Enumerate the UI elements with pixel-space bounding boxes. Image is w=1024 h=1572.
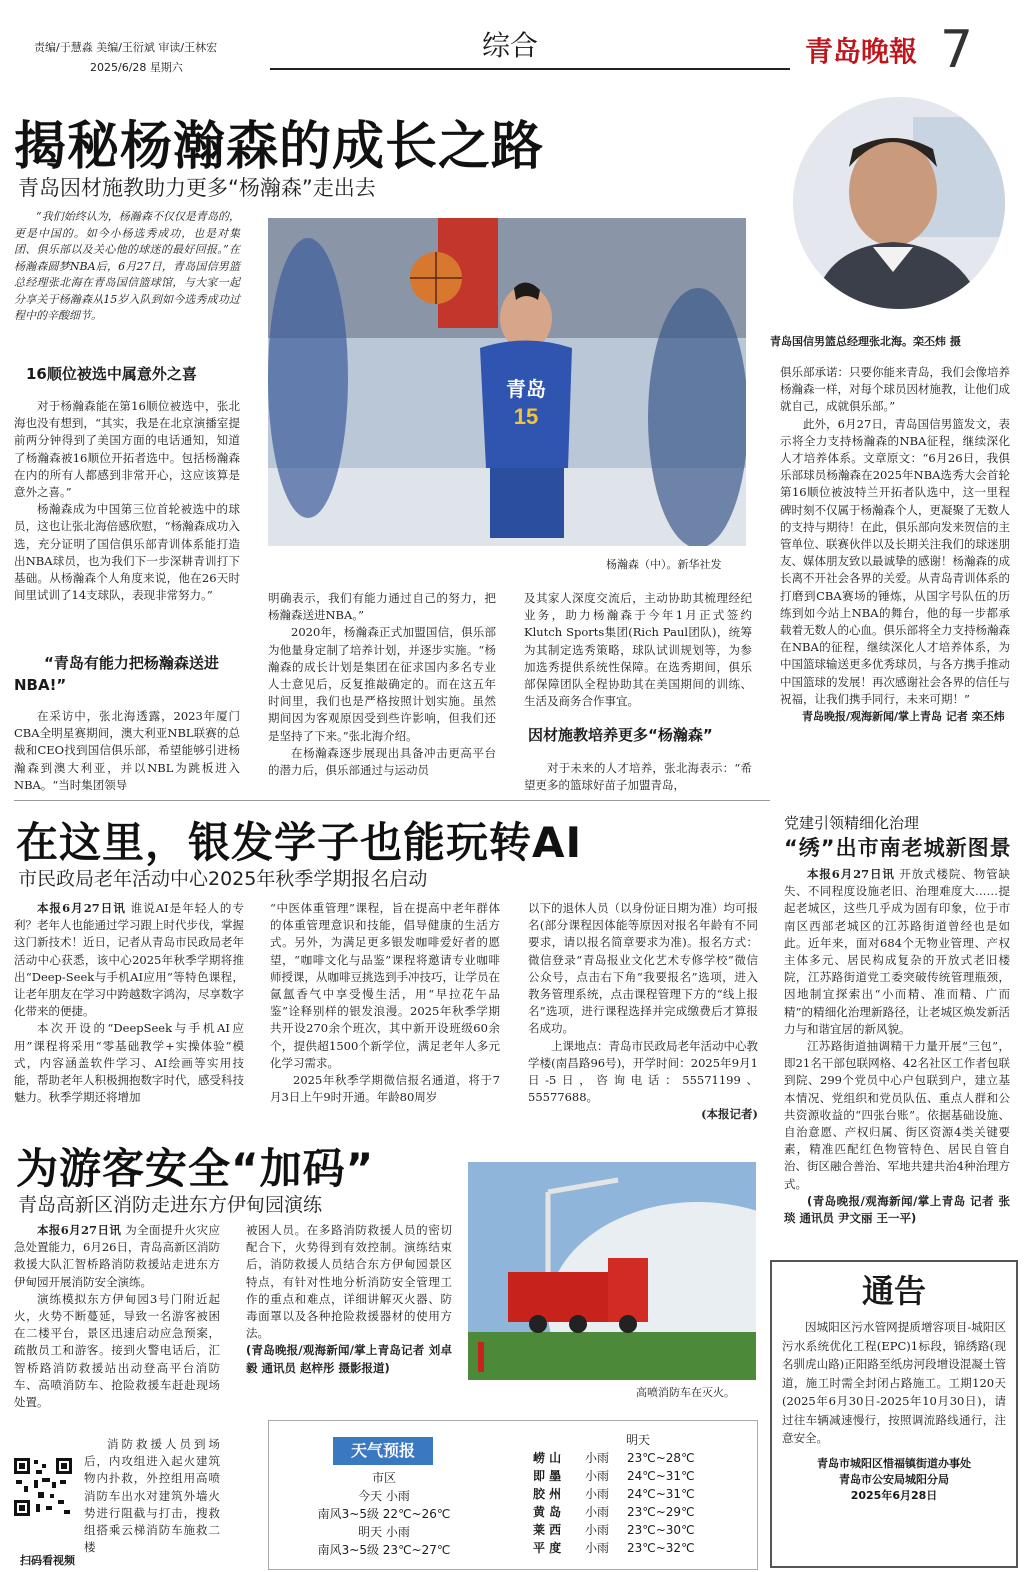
story2-col3: [528, 900, 758, 1124]
paragraph: 俱乐部承诺：只要你能来青岛，我们会像培养杨瀚森一样，对每个球员因材施教，让他们成就自己，成就俱乐部。”: [780, 365, 1010, 414]
paragraph: 在杨瀚森逐步展现出具备冲击更高平台的潜力后，俱乐部通过与运动员: [268, 745, 496, 778]
notice-box: [770, 1260, 1018, 1568]
paragraph: 2025年秋季学期微信报名通道，将于7月3日上午9时开通。年龄80周岁: [270, 1073, 500, 1105]
paragraph: 及其家人深度交流后，主动协助其梳理经纪业务，助力杨瀚森于今年1月正式签约Klutch Sports集团(Rich Paul团队)，统筹为其制定选秀策略，球队试训规划等，为参加选秀提供系统性保障。在选秀期间，俱乐部保障团队全程协助其在美国期间的训练、生活及商务合作事宜。: [524, 591, 752, 709]
story1-intro: [14, 209, 240, 325]
district-row: [533, 1539, 743, 1557]
firetruck-illustration: [468, 1162, 756, 1380]
portrait-caption: 青岛国信男篮总经理张北海。栾丕炜 摄: [770, 335, 961, 348]
region-label: 市区: [371, 1471, 396, 1485]
weather-box: [268, 1420, 758, 1570]
paragraph: 此外，6月27日，青岛国信男篮发文，表示将全力支持杨瀚森的NBA征程，继续深化人才培养体系。文章原文：“6月26日，我俱乐部球员杨瀚森在2025年NBA选秀大会首轮第16顺位被波特兰开拓者队选中，这一里程碑时刻不仅属于杨瀚森个人，更凝聚了无数人的支持与期待！在此，俱乐部向发来贺信的主管单位、联赛伙伴以及长期关注我们的球迷朋友、媒体朋友致以最诚挚的感谢！杨瀚森的成长离不开社会各界的关爱。从青岛青训体系的打磨到CBA赛场的锤炼，从国字号队伍的历练到如今站上NBA的舞台，他的每一步都承载着无数人的心血。俱乐部将全力支持杨瀚森在NBA的征程，继续深化人才培养体系，为中国篮球输送更多优秀球员，与各方携手推动中国篮球的发展！再次感谢社会各界的信任与祝福，让我们携手同行，未来可期！”: [780, 416, 1010, 706]
district-cond: 小雨: [585, 1487, 610, 1501]
story3-byline: (青岛晚报/观海新闻/掌上青岛 记者 张琰 通讯员 尹文丽 王一平): [784, 1193, 1010, 1226]
district-forecast: [533, 1431, 743, 1557]
story4-subtitle: 青岛高新区消防走进东方伊甸园演练: [18, 1194, 323, 1216]
district-row: [533, 1503, 743, 1521]
story3-kicker: 党建引领精细化治理: [784, 814, 920, 832]
paragraph: 杨瀚森成为中国第三位首轮被选中的球员，这也让张北海倍感欣慰，“杨瀚森成功入选，充分证明了国信俱乐部青训体系能打造出NBA球员，也为我们下一步深耕青训打下基础。从杨瀚森个人角度来说，他在26天时间里试训了14支球队，表现非常努力。”: [14, 502, 240, 603]
paragraph-text: 为全面提升火灾应急处置能力，6月26日，青岛高新区消防救援大队汇智桥路消防救援站走进东方伊甸园开展消防安全演练。: [14, 1223, 221, 1289]
issuer-1: 青岛市城阳区惜福镇街道办事处: [817, 1456, 971, 1470]
paragraph: 本次开设的“DeepSeek与手机AI应用”课程将采用“零基础教学+实操体验”模式，内容涵盖软件学习、AI绘画等实用技能，帮助老年人积极拥抱数字时代，感受科技魅力。秋季学期还将增加: [14, 1021, 244, 1105]
firetruck-photo: [468, 1162, 756, 1380]
qr-code[interactable]: [12, 1456, 74, 1518]
weather-title: 天气预报: [333, 1437, 433, 1465]
story2-col1: [14, 900, 244, 1106]
firetruck-caption: 高喷消防车在灭火。: [636, 1386, 735, 1399]
dateline: 本报6月27日讯: [37, 1223, 122, 1237]
district-temp: 23℃~29℃: [627, 1505, 695, 1519]
paragraph: 对于杨瀚森能在第16顺位被选中，张北海也没有想到，“其实，我是在北京演播室提前两分钟得到了美国方面的电话通知，知道了杨瀚森被16顺位开拓者选中。包括杨瀚森在内的所有人都感到非常开心，这应该算是意外之喜。”: [14, 399, 240, 500]
story4-col1: [14, 1222, 220, 1411]
story2-headline: 在这里，银发学子也能玩转AI: [16, 818, 583, 867]
header-rule: [270, 68, 790, 70]
story1-subtitle: 青岛因材施教助力更多“杨瀚森”走出去: [18, 176, 376, 200]
story2-col2: [270, 900, 500, 1106]
district-name: 即 墨: [533, 1469, 562, 1483]
reporter-tag: (本报记者): [701, 1107, 758, 1122]
district-cond: 小雨: [585, 1523, 610, 1537]
story1-subhead-1: 16顺位被选中属意外之喜: [26, 365, 197, 383]
story1-col1b: [14, 708, 240, 794]
district-temp: 24℃~31℃: [627, 1487, 695, 1501]
district-name: 莱 西: [533, 1523, 562, 1537]
notice-body: [772, 1312, 1016, 1448]
district-cond: 小雨: [585, 1451, 610, 1465]
district-row: [533, 1485, 743, 1503]
masthead-credits: [34, 38, 217, 78]
story1-col1: [14, 398, 240, 604]
dateline: 本报6月27日讯: [37, 901, 126, 915]
paragraph: 上课地点：青岛市民政局老年活动中心教学楼(南昌路96号)，开学时间：2025年9月1日-5日，咨询电话：55571199、55577688。: [528, 1038, 758, 1105]
intro-paragraph: “我们始终认为，杨瀚森不仅仅是青岛的，更是中国的。如今小杨选秀成功，也是对集团、俱乐部以及关心他的球迷的最好回报。”在杨瀚森圆梦NBA后，6月27日，青岛国信男篮总经理张北海在青岛国信篮球馆，与大家一起分享关于杨瀚森从15岁入队到如今选秀成功过程中的辛酸细节。: [14, 210, 240, 322]
tomorrow-label: 明天 小雨: [358, 1525, 410, 1539]
story1-col2: [268, 590, 496, 779]
divider: [14, 800, 770, 801]
paragraph: 被困人员。在多路消防救援人员的密切配合下，火势得到有效控制。演练结束后，消防救援人员结合东方伊甸园景区特点，有针对性地分析消防安全管理工作的重点和难点，详细讲解灭火器、防毒面罩以及各种抢险救援器材的使用方法。: [246, 1223, 452, 1341]
page-number: 7: [940, 20, 974, 80]
story4-byline: (青岛晚报/观海新闻/掌上青岛记者 刘卓毅 通讯员 赵梓彤 摄影报道): [246, 1343, 452, 1375]
paragraph: 明确表示，我们有能力通过自己的努力，把杨瀚森送进NBA。”: [268, 591, 496, 623]
newspaper-logo: 青岛晚報: [805, 35, 918, 68]
story1-subhead-2: “青岛有能力把杨瀚森送进NBA!”: [14, 654, 219, 694]
district-temp: 23℃~30℃: [627, 1523, 695, 1537]
today-label: 今天 小雨: [358, 1489, 410, 1503]
story4-headline: 为游客安全“加码”: [16, 1144, 375, 1193]
paragraph: 江苏路街道抽调精干力量开展“三包”，即21名干部包联网格、42名社区工作者包联到院、299个党员中心户包联到户，建立基本情况、党组织和党员队伍、重点人群和公共资源收益的“四张台账”。依据基础设施、自治意愿、产权归属、街区资源4类关键要素，精准匹配红色物管特色、居民自管自治、街区融合善治、军地共建共治4种治理方式。: [784, 1039, 1010, 1191]
basketball-illustration: [268, 218, 746, 546]
district-temp: 24℃~31℃: [627, 1469, 695, 1483]
basketball-photo: [268, 218, 746, 546]
district-name: 胶 州: [533, 1487, 562, 1501]
notice-issuers: [772, 1456, 1016, 1504]
story1-col4: [780, 364, 1010, 725]
issue-date: 2025/6/28 星期六: [90, 61, 183, 74]
paragraph: 对于未来的人才培养，张北海表示：“希望更多的篮球好苗子加盟青岛，: [524, 761, 752, 793]
story1-headline: 揭秘杨瀚森的成长之路: [14, 117, 545, 177]
issuer-2: 青岛市公安局城阳分局: [839, 1472, 949, 1486]
paragraph: 以下的退休人员（以身份证日期为准）均可报名(部分课程因体能等原因对报名年龄有不同要求，请以报名简章要求为准)。报名方式：微信登录“青岛报业文化艺术专修学校”微信公众号，点击右下角“我要报名”选项，进入教务管理系统，点击课程管理下方的“线上报名”选项，进行课程选择并完成缴费后才算报名成功。: [528, 901, 758, 1036]
editors-line: 责编/于慧淼 美编/王衍斌 审读/王林宏: [34, 41, 218, 54]
paragraph: 2020年，杨瀚森正式加盟国信，俱乐部为他量身定制了培养计划，并逐步实施。“杨瀚森的成长计划是集团在征求国内多名专业人士意见后，反复推敲确定的。而在这五年时间里，我们也是严格按照计划实施。虽然期间因为客观原因受到些许影响，但我们还是坚持了下来。”张北海介绍。: [268, 625, 496, 743]
jersey-number: 15: [513, 404, 539, 429]
paragraph: “中医体重管理”课程，旨在提高中老年群体的体重管理意识和技能，倡导健康的生活方式。另外，为满足更多银发咖啡爱好者的愿望，“咖啡文化与品鉴”课程将邀请专业咖啡师授课，从咖啡豆挑选到手冲技巧，让学员在氤氲香气中享受慢生活，用“早拉花午品鉴”诠释别样的银发浪漫。2025年秋季学期共开设270余个班次，其中新开设班级60余个，提供超1500个新学位，满足老年人多元化学习需求。: [270, 901, 500, 1070]
district-name: 黄 岛: [533, 1505, 562, 1519]
notice-title: 通告: [861, 1272, 926, 1310]
portrait-photo: [793, 97, 1005, 309]
district-temp: 23℃~28℃: [627, 1451, 695, 1465]
today-detail: 南风3~5级 22℃~26℃: [317, 1507, 451, 1521]
district-cond: 小雨: [585, 1541, 610, 1555]
story1-col3: [524, 590, 752, 710]
paragraph: [14, 1222, 220, 1291]
district-row: [533, 1467, 743, 1485]
portrait-illustration: [793, 97, 1005, 309]
paragraph: 在采访中，张北海透露，2023年厦门CBA全明星赛期间，澳大利亚NBL联赛的总裁和CEO找到国信俱乐部，希望能够引进杨瀚森到澳大利亚，并以NBL为跳板进入NBA。“当时集团领导: [14, 709, 240, 792]
city-forecast: [269, 1469, 499, 1559]
district-header: 明天: [625, 1433, 650, 1447]
section-title: 综合: [481, 29, 538, 62]
district-temp: 23℃~32℃: [627, 1541, 695, 1555]
paragraph-text: 开放式楼院、物管缺失、不同程度设施老旧、治理难度大……提起老城区，这些几乎成为固有印象，位于市南区西部老城区的江苏路街道曾经也是如此。近年来，面对684个无物业管理、产权主体多元、居民构成复杂的开放式老旧楼院，江苏路街道党工委突破传统管理瓶颈，因地制宜探索出“小而精、准而精、广而精”的精细化治理新路径，让老城区焕发新活力与和谐宜居的新风貌。: [784, 867, 1011, 1036]
tomorrow-detail: 南风3~5级 23℃~27℃: [317, 1543, 451, 1557]
paragraph-text: 谁说AI是年轻人的专利？老年人也能通过学习跟上时代步伐，掌握这门新技术！近日，记者从青岛市民政局老年活动中心获悉，该中心2025年秋季学期将推出“Deep-Seek与手机AI应用”等特色课程，让老年朋友在学习中跨越数字鸿沟，尽享数字化带来的便捷。: [14, 901, 244, 1019]
story3-headline: “绣”出市南老城新图景: [784, 836, 1012, 860]
story1-col3b: [524, 760, 752, 794]
story4-col2: [246, 1222, 452, 1377]
qr-caption: 扫码看视频: [20, 1554, 75, 1567]
district-list: [533, 1449, 743, 1557]
story1-subhead-3: 因材施教培养更多“杨瀚森”: [528, 726, 713, 744]
story4-col1b: [84, 1436, 220, 1556]
district-cond: 小雨: [585, 1505, 610, 1519]
district-name: 平 度: [533, 1541, 562, 1555]
district-name: 崂 山: [533, 1451, 562, 1465]
district-row: [533, 1521, 743, 1539]
paragraph: 演练模拟东方伊甸园3号门附近起火，火势不断蔓延，导致一名游客被困在二楼平台，景区迅速启动应急预案，疏散员工和游客。接到火警电话后，汇智桥路消防救援站出动登高平台消防车、高喷消防车、抢险救援车赶赴现场处置。: [14, 1291, 220, 1410]
notice-date: 2025年6月28日: [850, 1488, 938, 1502]
story3-body: [784, 866, 1010, 1227]
story2-subtitle: 市民政局老年活动中心2025年秋季学期报名启动: [18, 868, 428, 890]
paragraph: [14, 900, 244, 1020]
notice-paragraph: 因城阳区污水管网提质增容项目-城阳区污水系统优化工程(EPC)1标段，锦绣路(现名驯虎山路)正阳路至纸房河段增设混凝土管道，施工时需全封闭占路施工。工期120天(2025年6月30日-2025年10月30日)，请过往车辆减速慢行，按照调流路线通行，注意安全。: [782, 1320, 1006, 1445]
dateline: 本报6月27日讯: [807, 867, 895, 881]
qr-code-image: [12, 1456, 74, 1518]
district-cond: 小雨: [585, 1469, 610, 1483]
basketball-photo-caption: 杨瀚森（中）。新华社发: [606, 558, 722, 571]
paragraph: [784, 866, 1010, 1038]
paragraph: 消防救援人员到场后，内攻组进入起火建筑物内扑救，外控组用高喷消防车出水对建筑外墙火势进行阻截与打击，搜救组搭乘云梯消防车施救二楼: [84, 1437, 220, 1555]
district-row: [533, 1449, 743, 1467]
story1-byline: 青岛晚报/观海新闻/掌上青岛 记者 栾丕炜: [802, 710, 1005, 724]
jersey-team: 青岛: [506, 379, 546, 401]
